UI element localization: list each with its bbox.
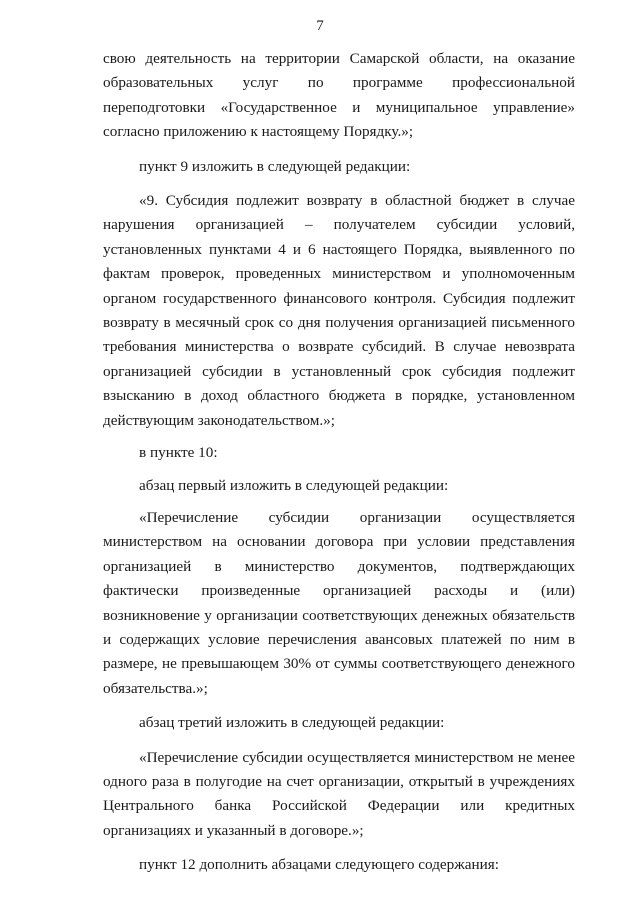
paragraph-instruction-point-10: в пункте 10:	[139, 444, 218, 462]
document-body	[103, 47, 575, 878]
paragraph-continuation: свою деятельность на территории Самарской области, на оказание образовательных услуг по программе профессиональной переподготовки «Государственное и муниципальное управление» согласно приложению к настоящему Порядку.»;	[103, 50, 575, 141]
paragraph-instruction-point-12: пункт 12 дополнить абзацами следующего содержания:	[139, 856, 499, 874]
paragraph-instruction-third-abzac: абзац третий изложить в следующей редакции:	[139, 714, 445, 732]
paragraph-third-abzac-text: «Перечисление субсидии осуществляется министерством не менее одного раза в полугодие на счет организации, открытый в учреждениях Центрального банка Российской Федерации или кредитных организациях и указанный в договоре.»;	[103, 748, 575, 839]
paragraph-instruction-point-9: пункт 9 изложить в следующей редакции:	[139, 157, 411, 175]
page-number: 7	[316, 18, 324, 34]
paragraph-instruction-first-abzac: абзац первый изложить в следующей редакции:	[139, 476, 449, 494]
paragraph-first-abzac-text: «Перечисление субсидии организации осуществляется министерством на основании договора при условии представления организацией в министерство документов, подтверждающих фактически произведенные организацией расходы и (или) возникновение у организации соответствующих денежных обязательств и содержащих условие перечисления авансовых платежей по ним в размере, не превышающем 30% от суммы соответствующего денежного обязательства.»;	[103, 508, 575, 697]
paragraph-point-9-text: «9. Субсидия подлежит возврату в областной бюджет в случае нарушения организацией – получателем субсидии условий, установленных пунктами 4 и 6 настоящего Порядка, выявленного по фактам проверок, проведенных министерством и уполномоченным органом государственного финансового контроля. Субсидия подлежит возврату в месячный срок со дня получения организацией письменного требования министерства о возврате субсидий. В случае невозврата организацией субсидии в установленный срок субсидия подлежит взысканию в доход областного бюджета в порядке, установленном действующим законодательством.»;	[103, 192, 575, 429]
